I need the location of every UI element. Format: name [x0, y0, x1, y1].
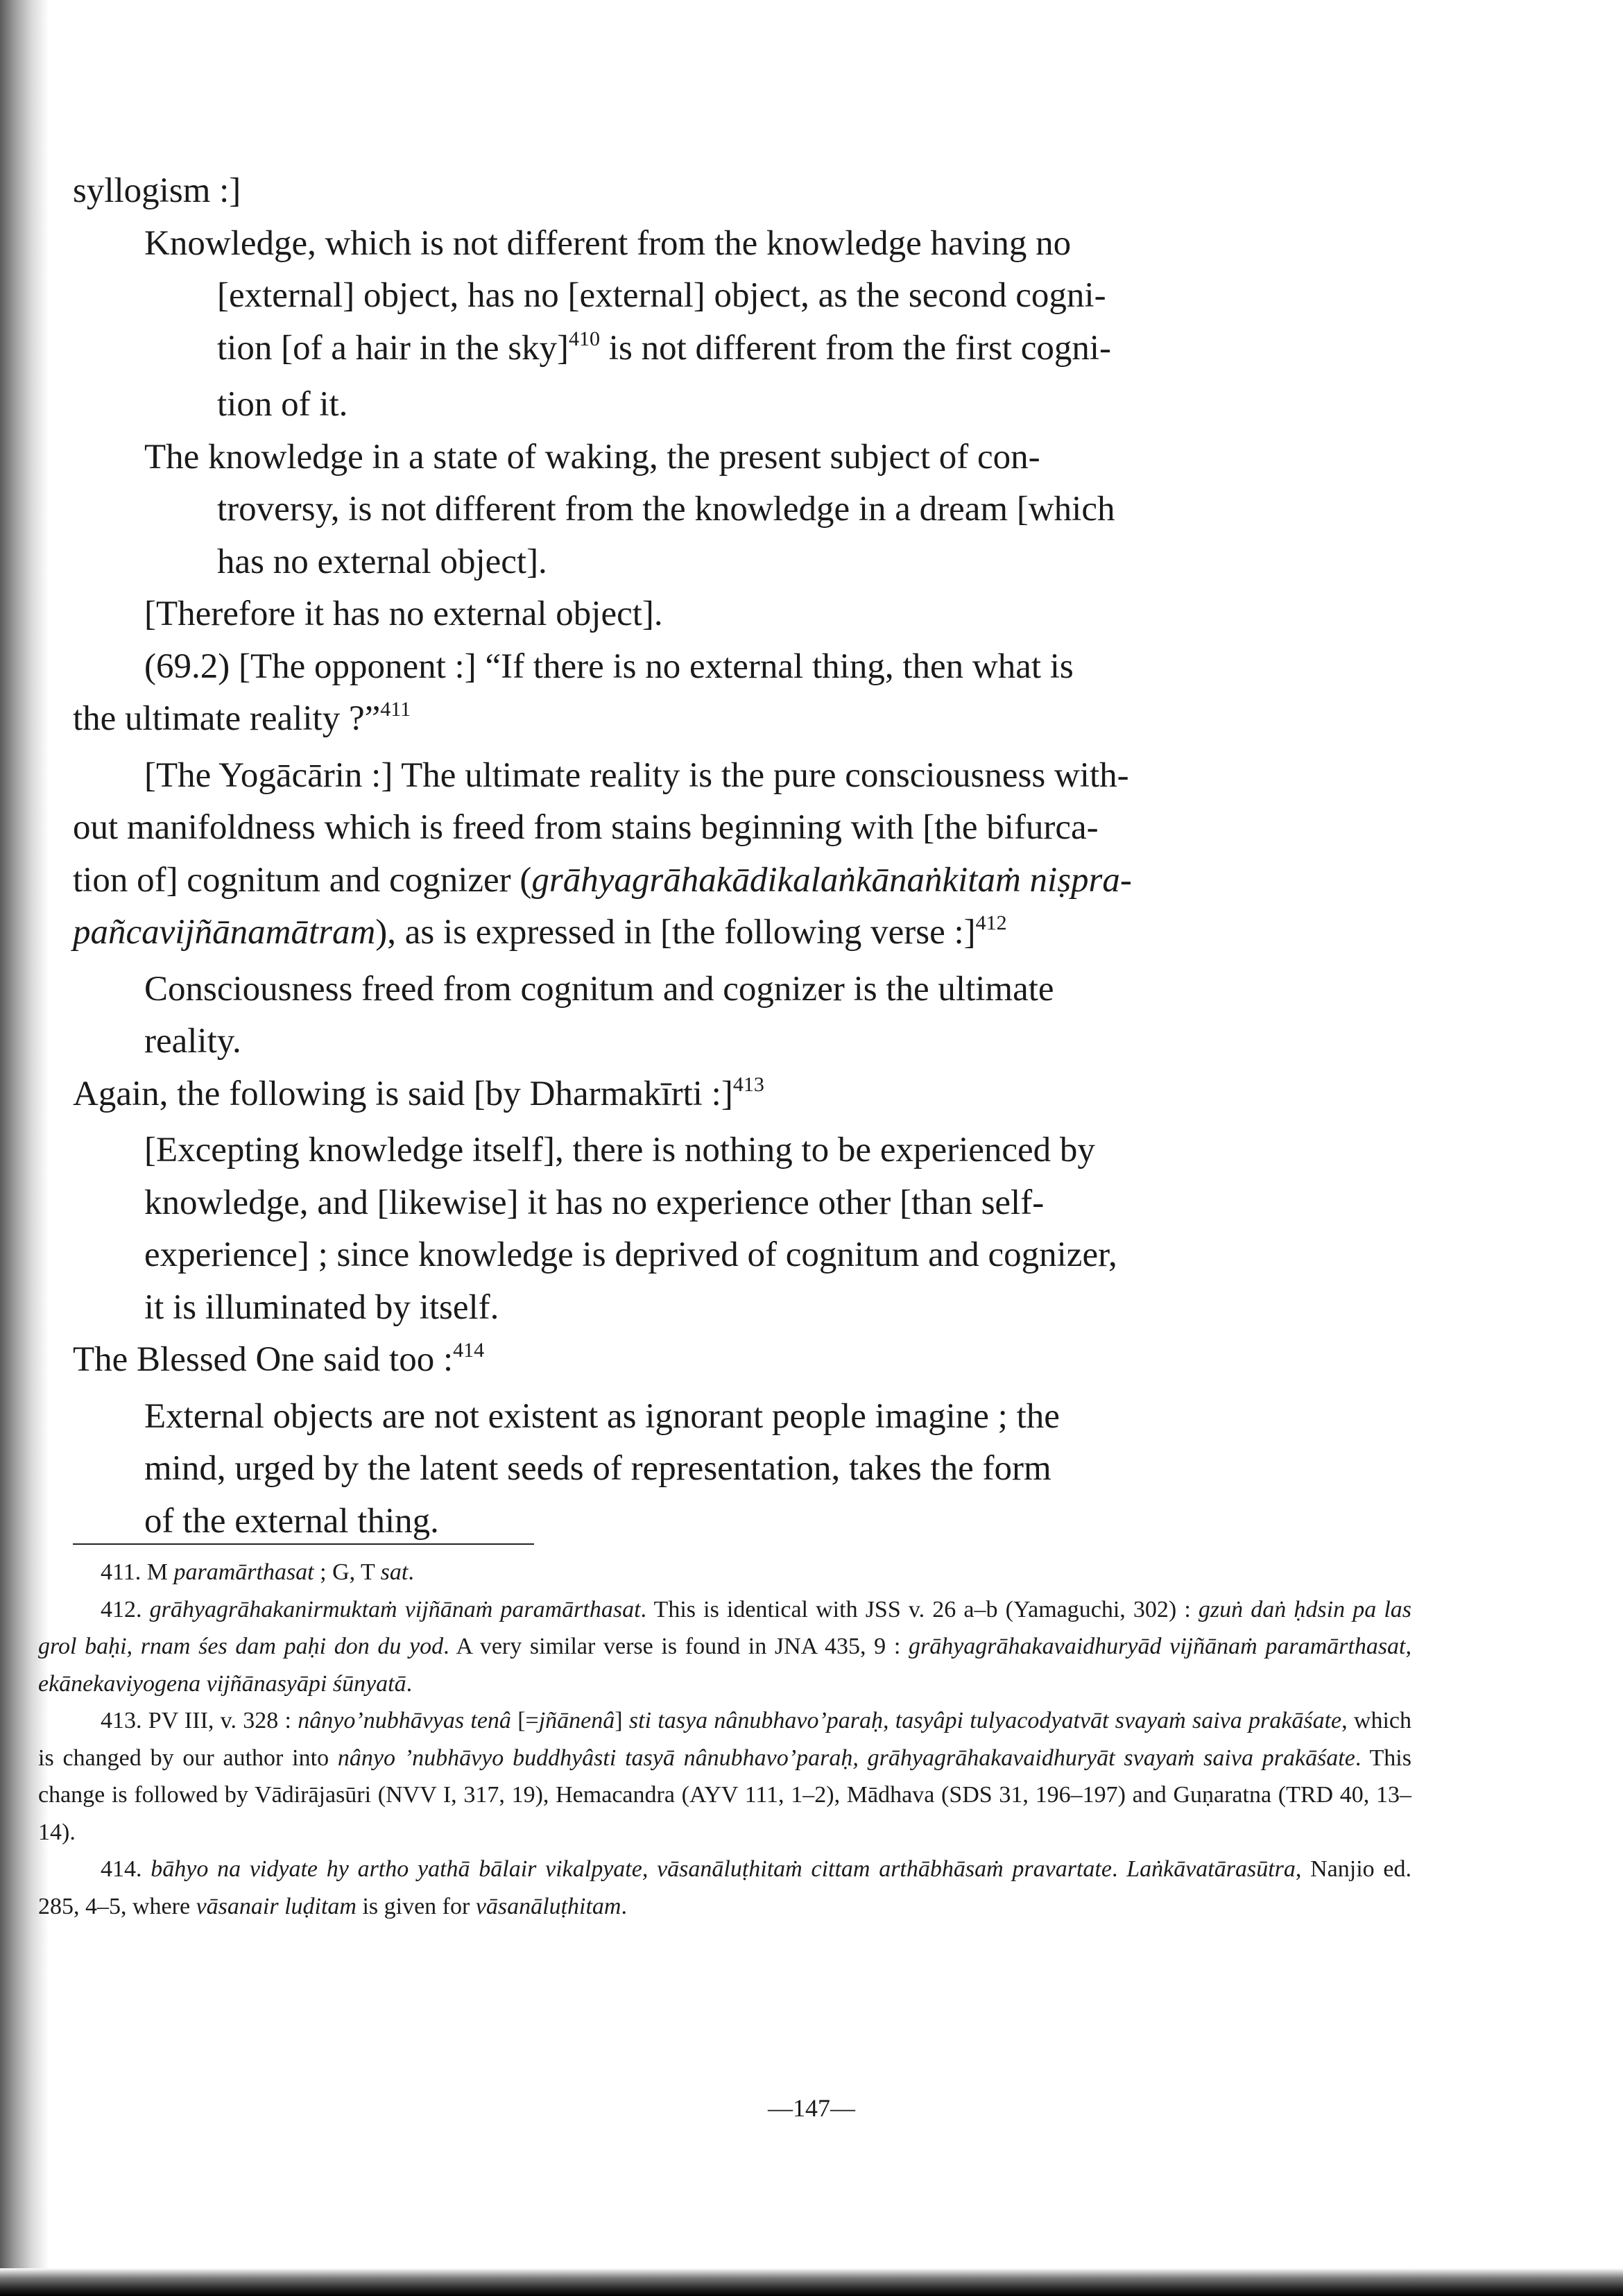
- text-line: reality.: [144, 1022, 241, 1061]
- footnote-ref-412: 412: [975, 911, 1007, 934]
- text-line: pañcavijñānamātram), as is expressed in [the following verse :]$^{412}$: [73, 911, 1007, 952]
- text-line: mind, urged by the latent seeds of representation, takes the form: [144, 1449, 1051, 1488]
- text-line: The knowledge in a state of waking, the present subject of con-: [144, 437, 1040, 477]
- page-number: —147—: [768, 2094, 855, 2122]
- scan-edge-bottom: [0, 2268, 1623, 2296]
- text-line: [Therefore it has no external object].: [144, 594, 663, 633]
- text-line: The Blessed One said too :$^{414}$: [73, 1339, 485, 1379]
- text-line: [The Yogācārin :] The ultimate reality is the pure consciousness with-: [144, 755, 1129, 795]
- text-line: it is illuminated by itself.: [144, 1287, 499, 1327]
- text-line: [external] object, has no [external] object, as the second cogni-: [217, 276, 1106, 315]
- main-text: [73, 165, 1439, 1548]
- text-line: External objects are not existent as ignorant people imagine ; the: [144, 1396, 1060, 1436]
- footnote-divider: [73, 1543, 534, 1545]
- text-line: knowledge, and [likewise] it has no experience other [than self-: [144, 1183, 1045, 1222]
- footnote-412: 412. grāhyagrāhakanirmuktaṁ vijñānaṁ paramārthasat. This is identical with JSS v. 26 a–b (Yamaguchi, 302) : gzuṅ daṅ ḥdsin pa las grol baḥi, rnam śes dam paḥi don du yod. A very similar verse is found in JNA 435, 9 : grāhyagrāhakavaidhuryād vijñānaṁ paramārthasat, ekānekaviyogena vijñānasyāpi śūnyatā.: [38, 1596, 1412, 1697]
- text-line: experience] ; since knowledge is deprived of cognitum and cognizer,: [144, 1235, 1117, 1274]
- footnote-ref-411: 411: [380, 698, 411, 721]
- text-line: the ultimate reality ?”$^{411}$: [73, 698, 411, 738]
- footnote-ref-414: 414: [453, 1339, 485, 1362]
- text-line: of the external thing.: [144, 1501, 439, 1541]
- text-line: tion [of a hair in the sky]$^{410}$ is not different from the first cogni-: [217, 327, 1112, 368]
- footnotes: [38, 1554, 1411, 1925]
- text-line: tion of it.: [217, 385, 348, 424]
- text-line: Again, the following is said [by Dharmakīrti :]$^{413}$: [73, 1072, 764, 1113]
- text-line: syllogism :]: [73, 171, 241, 210]
- text-line: Consciousness freed from cognitum and cognizer is the ultimate: [144, 969, 1054, 1009]
- scan-edge-left: [0, 0, 49, 2296]
- text-line: out manifoldness which is freed from stains beginning with [the bifurca-: [73, 808, 1099, 847]
- text-line: troversy, is not different from the knowledge in a dream [which: [217, 490, 1115, 529]
- footnote-413: 413. PV III, v. 328 : nânyo’nubhāvyas tenâ [=jñānenâ] sti tasya nânubhavo’paraḥ, tasyâpi tulyacodyatvāt svayaṁ saiva prakāśate, which is changed by our author into nânyo ’nubhāvyo buddhyâsti tasyā nânubhavo’paraḥ, grāhyagrāhakavaidhuryāt svayaṁ saiva prakāśate. This change is followed by Vādirājasūri (NVV I, 317, 19), Hemacandra (AYV 111, 1–2), Mādhava (SDS 31, 196–197) and Guṇaratna (TRD 40, 13–14).: [38, 1708, 1412, 1845]
- footnote-414: 414. bāhyo na vidyate hy artho yathā bālair vikalpyate, vāsanāluṭhitaṁ cittam arthābhāsaṁ pravartate. Laṅkāvatārasūtra, Nanjio ed. 285, 4–5, where vāsanair luḍitam is given for vāsanāluṭhitam.: [38, 1856, 1412, 1919]
- text-line: has no external object].: [217, 542, 547, 581]
- footnote-ref-410: 410: [569, 327, 601, 350]
- text-line: [Excepting knowledge itself], there is nothing to be experienced by: [144, 1131, 1095, 1170]
- footnote-411: 411. M paramārthasat ; G, T sat.: [101, 1559, 414, 1585]
- text-line: tion of] cognitum and cognizer (grāhyagrāhakādikalaṅkānaṅkitaṁ niṣpra-: [73, 860, 1132, 900]
- footnote-ref-413: 413: [732, 1072, 764, 1096]
- text-line: (69.2) [The opponent :] “If there is no external thing, then what is: [144, 646, 1074, 686]
- text-line: Knowledge, which is not different from the knowledge having no: [144, 223, 1072, 263]
